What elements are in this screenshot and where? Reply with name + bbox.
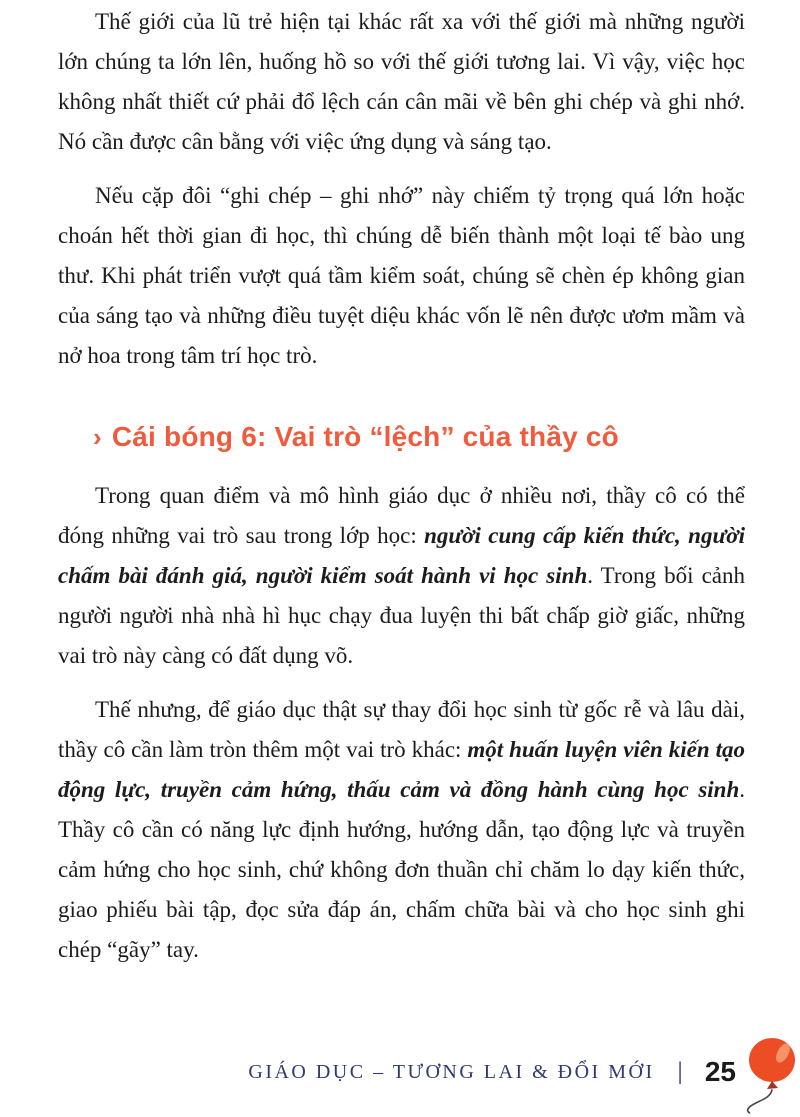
page-number: 25 <box>704 1056 736 1087</box>
paragraph-4-text-start: Thế nhưng, để giáo dục thật sự thay đổi học sinh từ gốc rễ và lâu dài, thầy cô cần làm tròn thêm một vai trò khác: <box>58 697 745 762</box>
chevron-right-icon: › <box>93 422 102 452</box>
paragraph-3 <box>58 476 745 676</box>
paragraph-4-text-end: . Thầy cô cần có năng lực định hướng, hướng dẫn, tạo động lực và truyền cảm hứng cho học sinh, chứ không đơn thuần chỉ chăm lo dạy kiến thức, giao phiếu bài tập, đọc sửa đáp án, chấm chữa bài và cho học sinh ghi chép “gãy” tay. <box>58 777 745 962</box>
page-body <box>58 0 745 984</box>
section-heading-text: Cái bóng 6: Vai trò “lệch” của thầy cô <box>111 421 619 452</box>
paragraph-3-emphasis: người cung cấp kiến thức, người chấm bài đánh giá, người kiểm soát hành vi học sinh <box>58 523 745 588</box>
footer-book-title: GIÁO DỤC – TƯƠNG LAI & ĐỔI MỚI <box>248 1060 655 1083</box>
section-heading <box>93 420 745 454</box>
paragraph-4-emphasis: một huấn luyện viên kiến tạo động lực, truyền cảm hứng, thấu cảm và đồng hành cùng học sinh <box>58 737 745 802</box>
paragraph-3-text-start: Trong quan điểm và mô hình giáo dục ở nhiều nơi, thầy cô có thể đóng những vai trò sau trong lớp học: <box>58 483 745 548</box>
paragraph-1: Thế giới của lũ trẻ hiện tại khác rất xa với thế giới mà những người lớn chúng ta lớn lên, huống hồ so với thế giới tương lai. Vì vậy, việc học không nhất thiết cứ phải đổ lệch cán cân mãi về bên ghi chép và ghi nhớ. Nó cần được cân bằng với việc ứng dụng và sáng tạo. <box>58 9 745 154</box>
paragraph-3-text-end: . Trong bối cảnh người người nhà nhà hì hục chạy đua luyện thi bất chấp giờ giấc, những vai trò này càng có đất dụng võ. <box>58 563 745 668</box>
balloon-icon <box>740 1034 798 1116</box>
paragraph-2: Nếu cặp đôi “ghi chép – ghi nhớ” này chiếm tỷ trọng quá lớn hoặc choán hết thời gian đi học, thì chúng dễ biến thành một loại tế bào ung thư. Khi phát triển vượt quá tầm kiểm soát, chúng sẽ chèn ép không gian của sáng tạo và những điều tuyệt diệu khác vốn lẽ nên được ươm mầm và nở hoa trong tâm trí học trò. <box>58 183 745 368</box>
footer-divider: | <box>677 1058 682 1085</box>
page-footer <box>0 1056 736 1088</box>
paragraph-4 <box>58 690 745 970</box>
